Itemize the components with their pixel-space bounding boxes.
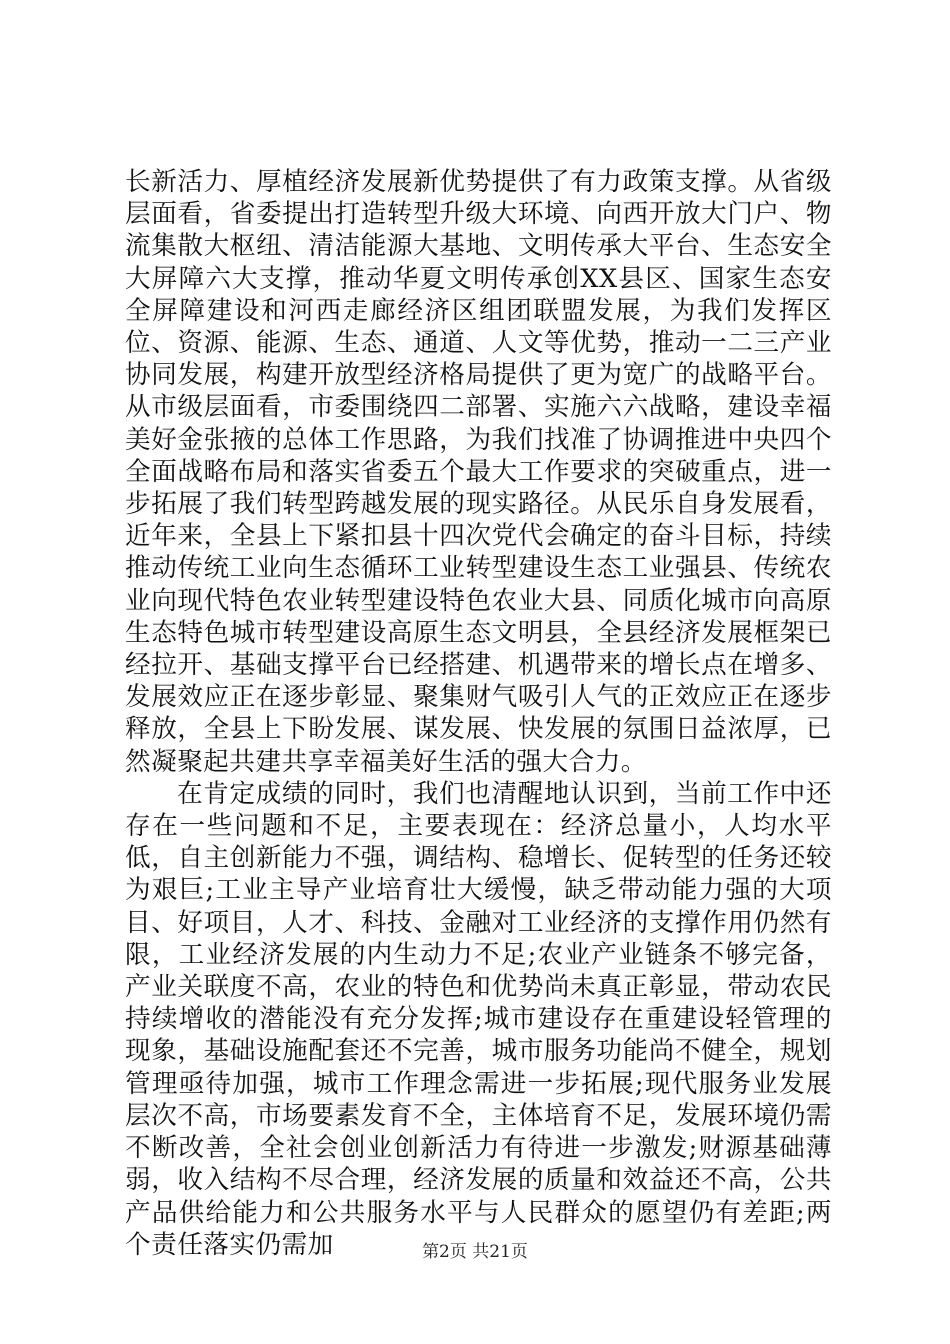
paragraph-2: 在肯定成绩的同时，我们也清醒地认识到，当前工作中还存在一些问题和不足，主要表现在：经济总量小，人均水平低，自主创新能力不强，调结构、稳增长、促转型的任务还较为艰巨;工业主导产业培育壮大缓慢，缺乏带动能力强的大项目、好项目，人才、科技、金融对工业经济的支撑作用仍然有限，工业经济发展的内生动力不足;农业产业链条不够完备，产业关联度不高，农业的特色和优势尚未真正彰显，带动农民持续增收的潜能没有充分发挥;城市建设存在重建设轻管理的现象，基础设施配套还不完善，城市服务功能尚不健全，规划管理亟待加强，城市工作理念需进一步拓展;现代服务业发展层次不高，市场要素发育不全，主体培育不足，发展环境仍需不断改善，全社会创业创新活力有待进一步激发;财源基础薄弱，收入结构不尽合理，经济发展的质量和效益还不高，公共产品供给能力和公共服务水平与人民群众的愿望仍有差距;两个责任落实仍需加 [125, 778, 832, 1260]
body-text [125, 166, 832, 1261]
paragraph-1: 长新活力、厚植经济发展新优势提供了有力政策支撑。从省级层面看，省委提出打造转型升级大环境、向西开放大门户、物流集散大枢纽、清洁能源大基地、文明传承大平台、生态安全大屏障六大支撑，推动华夏文明传承创XX县区、国家生态安全屏障建设和河西走廊经济区组团联盟发展，为我们发挥区位、资源、能源、生态、通道、人文等优势，推动一二三产业协同发展，构建开放型经济格局提供了更为宽广的战略平台。从市级层面看，市委围绕四二部署、实施六六战略，建设幸福美好金张掖的总体工作思路，为我们找准了协调推进中央四个全面战略布局和落实省委五个最大工作要求的突破重点，进一步拓展了我们转型跨越发展的现实路径。从民乐自身发展看，近年来，全县上下紧扣县十四次党代会确定的奋斗目标，持续推动传统工业向生态循环工业转型建设生态工业强县、传统农业向现代特色农业转型建设特色农业大县、同质化城市向高原生态特色城市转型建设高原生态文明县，全县经济发展框架已经拉开、基础支撑平台已经搭建、机遇带来的增长点在增多、发展效应正在逐步彰显、聚集财气吸引人气的正效应正在逐步释放，全县上下盼发展、谋发展、快发展的氛围日益浓厚，已然凝聚起共建共享幸福美好生活的强大合力。 [125, 167, 832, 777]
page-number-footer: 第2页 共21页 [422, 1242, 528, 1262]
